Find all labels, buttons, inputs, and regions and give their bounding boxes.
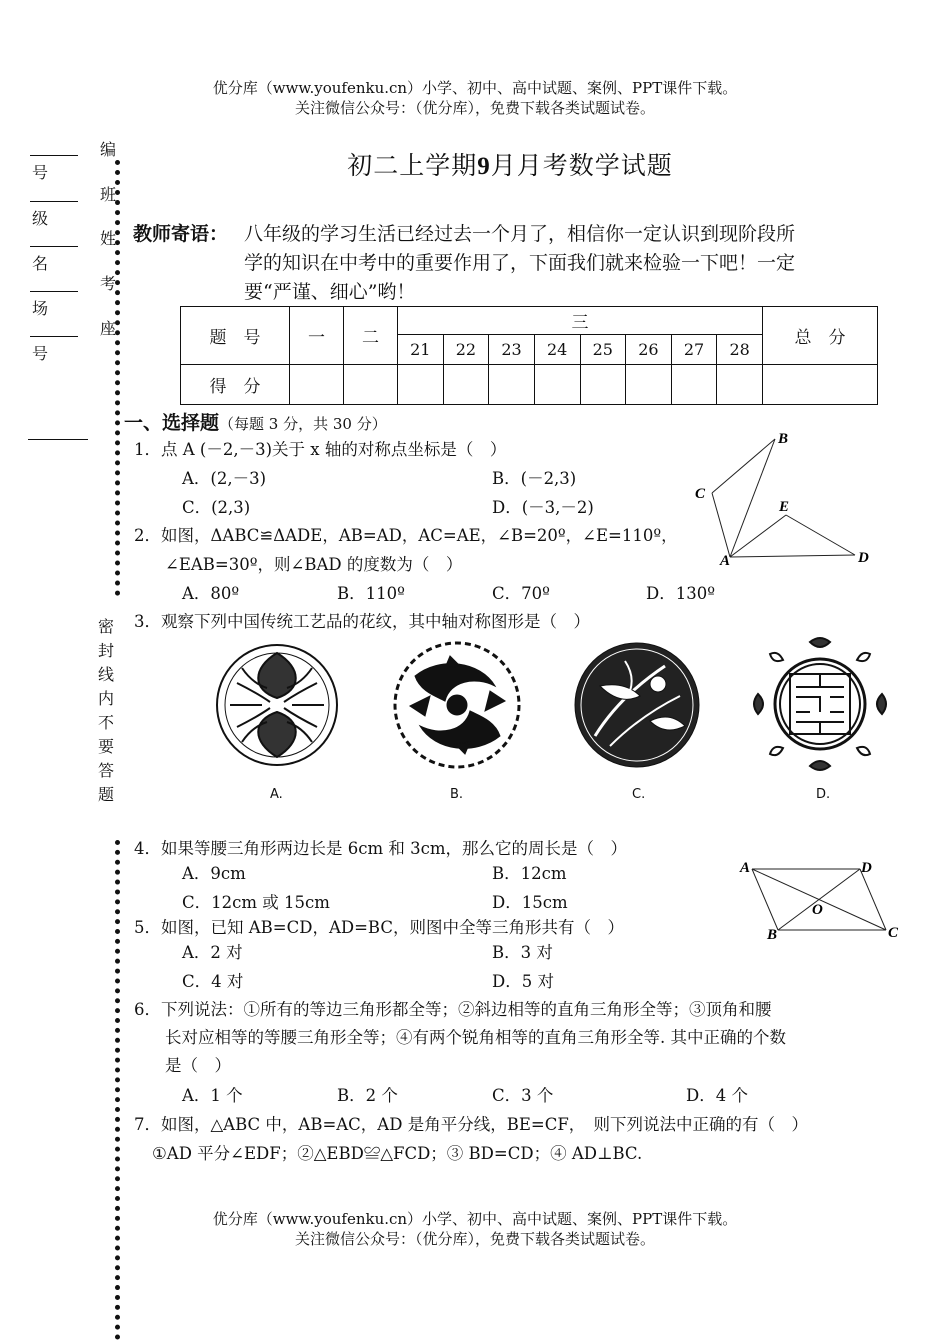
score-num: 22 bbox=[443, 335, 489, 365]
seal-dotted-line-top bbox=[115, 160, 120, 596]
fig2-label-c: C bbox=[888, 925, 899, 941]
field-label: 号 bbox=[32, 344, 49, 363]
q1-option-c: C．(2,3) bbox=[182, 498, 251, 517]
q5-text: 5．如图，已知 AB=CD，AD=BC，则图中全等三角形共有（ ） bbox=[134, 918, 624, 937]
q1-text: 1．点 A (－2,－3)关于 x 轴的对称点坐标是（ ） bbox=[134, 440, 507, 459]
score-num: 25 bbox=[580, 335, 626, 365]
q2-option-a: A．80º bbox=[182, 584, 240, 603]
q4-text: 4．如果等腰三角形两边长是 6cm 和 3cm，那么它的周长是（ ） bbox=[134, 839, 628, 858]
page-title: 初二上学期9月月考数学试题 bbox=[347, 151, 673, 180]
score-cell bbox=[443, 365, 489, 405]
q2-line-1: 2．如图，ΔABC≌ΔADE，AB=AD，AC=AE，∠B=20º，∠E=110º， bbox=[134, 526, 678, 545]
q4-option-a: A．9cm bbox=[182, 864, 246, 883]
pattern-a-image bbox=[212, 638, 342, 773]
fig1-label-e: E bbox=[779, 499, 790, 515]
q1-option-d: D．(－3,－2) bbox=[492, 498, 594, 517]
pattern-d-image bbox=[748, 632, 893, 774]
q2-option-c: C．70º bbox=[492, 584, 550, 603]
section-1-title: 一、选择题（每题 3 分，共 30 分） bbox=[124, 412, 387, 434]
teacher-line-3: 要“严谨、细心”哟！ bbox=[244, 281, 416, 303]
pattern-b-image bbox=[390, 636, 525, 774]
q5-option-b: B．3 对 bbox=[492, 943, 553, 962]
q6-option-b: B．2 个 bbox=[337, 1086, 398, 1105]
seal-text: 密 封 线 内 不 要 答 题 bbox=[97, 617, 114, 804]
header-line-2: 关注微信公众号：（优分库），免费下载各类试题试卷。 bbox=[294, 99, 655, 117]
q2-option-d: D．130º bbox=[646, 584, 715, 603]
field-line bbox=[30, 291, 78, 292]
score-num: 27 bbox=[671, 335, 717, 365]
pattern-a-caption: A. bbox=[270, 787, 283, 802]
q4-option-d: D．15cm bbox=[492, 893, 568, 912]
score-cell bbox=[626, 365, 672, 405]
fig2-label-d: D bbox=[861, 860, 872, 876]
score-cell bbox=[489, 365, 535, 405]
score-cell bbox=[671, 365, 717, 405]
pattern-c-caption: C. bbox=[632, 787, 646, 802]
header-line-1: 优分库（www.youfenku.cn）小学、初中、高中试题、案例、PPT课件下载。 bbox=[212, 79, 738, 97]
footer-line-2: 关注微信公众号：（优分库），免费下载各类试题试卷。 bbox=[294, 1230, 655, 1248]
binding-char: 编 bbox=[99, 140, 116, 159]
field-line bbox=[30, 155, 78, 156]
q7-line-2: ①AD 平分∠EDF；②△EBD≌△FCD；③ BD=CD；④ AD⊥BC. bbox=[152, 1144, 643, 1163]
q4-option-c: C．12cm 或 15cm bbox=[182, 893, 330, 912]
q3-text: 3．观察下列中国传统工艺品的花纹，其中轴对称图形是（ ） bbox=[134, 612, 590, 631]
fig1-label-d: D bbox=[858, 550, 869, 566]
teacher-line-2: 学的知识在中考中的重要作用了，下面我们就来检验一下吧！一定 bbox=[244, 252, 796, 274]
field-line bbox=[30, 246, 78, 247]
teacher-label: 教师寄语： bbox=[133, 223, 229, 245]
q5-option-d: D．5 对 bbox=[492, 972, 554, 991]
score-header-3: 三 bbox=[398, 307, 763, 335]
binding-char: 姓 bbox=[99, 229, 116, 248]
q6-line-1: 6．下列说法：①所有的等边三角形都全等；②斜边相等的直角三角形全等；③顶角和腰 bbox=[134, 1000, 772, 1019]
field-label: 号 bbox=[32, 163, 49, 182]
field-line bbox=[28, 439, 88, 440]
score-num: 23 bbox=[489, 335, 535, 365]
binding-char: 考 bbox=[99, 274, 116, 293]
score-num: 24 bbox=[534, 335, 580, 365]
pattern-b-caption: B. bbox=[450, 787, 464, 802]
score-header-1: 一 bbox=[290, 307, 344, 365]
q6-line-3: 是（ ） bbox=[165, 1056, 231, 1075]
footer-line-1: 优分库（www.youfenku.cn）小学、初中、高中试题、案例、PPT课件下载。 bbox=[212, 1210, 738, 1228]
score-cell bbox=[290, 365, 344, 405]
q1-option-b: B．(－2,3) bbox=[492, 469, 577, 488]
pattern-d-caption: D. bbox=[816, 787, 831, 802]
score-cell bbox=[763, 365, 878, 405]
q4-option-b: B．12cm bbox=[492, 864, 567, 883]
score-header-2: 二 bbox=[344, 307, 398, 365]
q7-line-1: 7．如图，△ABC 中，AB=AC，AD 是角平分线，BE=CF， 则下列说法中正确的有（ ） bbox=[134, 1115, 809, 1134]
parallelogram-figure-q5 bbox=[730, 852, 910, 947]
fig2-label-o: O bbox=[812, 902, 823, 918]
score-row-defen: 得 分 bbox=[181, 365, 290, 405]
score-cell bbox=[580, 365, 626, 405]
q2-option-b: B．110º bbox=[337, 584, 405, 603]
field-label: 名 bbox=[32, 254, 49, 273]
fig1-label-a: A bbox=[720, 553, 731, 569]
score-num: 28 bbox=[717, 335, 763, 365]
triangle-figure-q2 bbox=[690, 425, 890, 575]
q1-option-a: A．(2,－3) bbox=[182, 469, 267, 488]
field-line bbox=[30, 336, 78, 337]
field-label: 级 bbox=[32, 209, 49, 228]
score-num: 26 bbox=[626, 335, 672, 365]
fig1-label-c: C bbox=[695, 486, 706, 502]
seal-dotted-line-bottom bbox=[115, 840, 120, 1340]
q6-option-a: A．1 个 bbox=[182, 1086, 243, 1105]
q6-option-c: C．3 个 bbox=[492, 1086, 554, 1105]
score-cell bbox=[717, 365, 763, 405]
q5-option-c: C．4 对 bbox=[182, 972, 244, 991]
teacher-line-1: 八年级的学习生活已经过去一个月了，相信你一定认识到现阶段所 bbox=[244, 223, 796, 245]
score-header-total: 总 分 bbox=[763, 307, 878, 365]
fig2-label-b: B bbox=[767, 927, 778, 943]
field-line bbox=[30, 201, 78, 202]
score-cell bbox=[398, 365, 444, 405]
binding-char: 座 bbox=[99, 319, 116, 338]
fig1-label-b: B bbox=[778, 431, 789, 447]
q2-line-2: ∠EAB=30º，则∠BAD 的度数为（ ） bbox=[165, 555, 463, 574]
binding-char: 班 bbox=[99, 185, 116, 204]
pattern-c-image bbox=[570, 636, 705, 774]
q6-option-d: D．4 个 bbox=[686, 1086, 748, 1105]
q5-option-a: A．2 对 bbox=[182, 943, 243, 962]
score-cell bbox=[534, 365, 580, 405]
score-cell bbox=[344, 365, 398, 405]
score-num: 21 bbox=[398, 335, 444, 365]
fig2-label-a: A bbox=[740, 860, 751, 876]
field-label: 场 bbox=[32, 299, 49, 318]
q6-line-2: 长对应相等的等腰三角形全等；④有两个锐角相等的直角三角形全等. 其中正确的个数 bbox=[165, 1028, 786, 1047]
score-table bbox=[180, 306, 878, 405]
score-header-tihao: 题 号 bbox=[181, 307, 290, 365]
